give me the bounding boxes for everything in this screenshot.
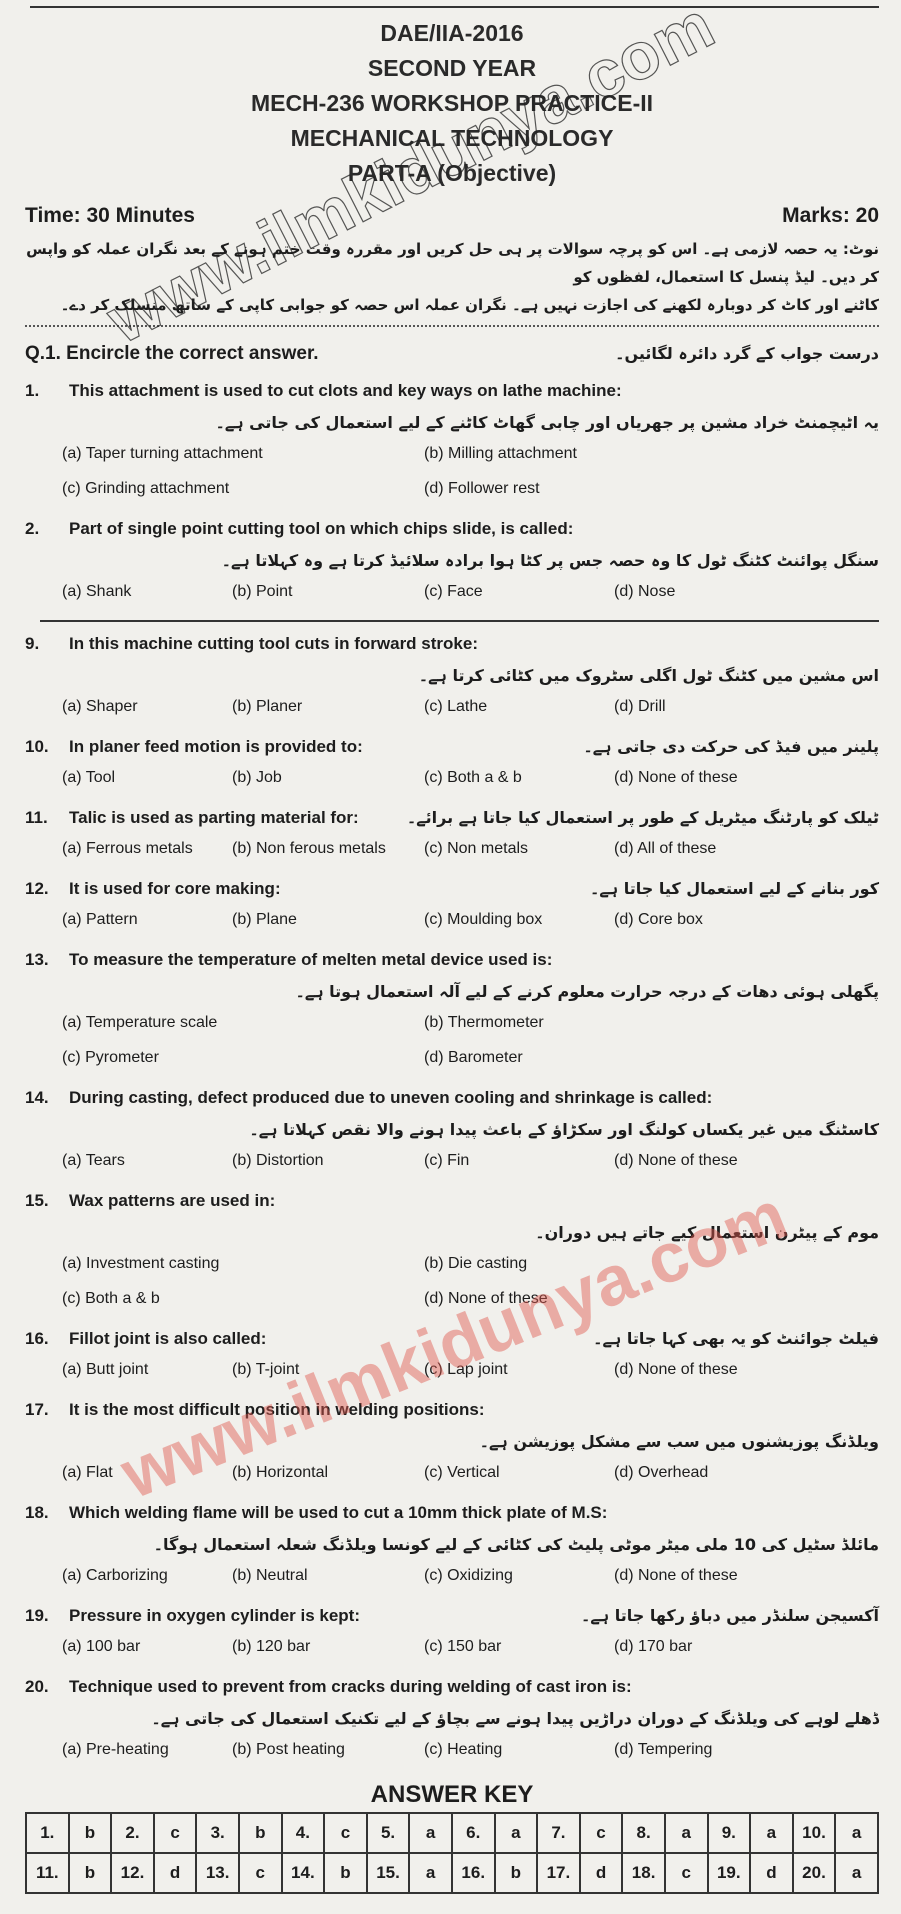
question-english	[25, 513, 573, 545]
question-header	[25, 1497, 879, 1529]
answer-key-number: 12.	[111, 1853, 154, 1893]
question-header	[25, 1185, 879, 1217]
note-line-2: کاٹنے اور کاٹ کر دوبارہ لکھنے کی اجازت نہیں ہے۔ نگران عملہ اس حصہ کو جوابی کاپی کے ساتھ منسلک کر دے۔	[60, 296, 879, 314]
question-text: To measure the temperature of melten metal device used is:	[69, 950, 553, 969]
question-urdu: سنگل پوائنٹ کٹنگ ٹول کا وہ حصہ جس پر کٹا ہوا برادہ سلائیڈ کرتا ہے وہ کہلاتا ہے۔	[221, 551, 879, 570]
option-a[interactable]: (a) Shaper	[62, 698, 138, 715]
answer-key-answer: d	[580, 1853, 623, 1893]
question-english	[25, 944, 552, 976]
option-b[interactable]: (b) Thermometer	[424, 1014, 544, 1031]
options-row	[25, 577, 879, 612]
question-text: Wax patterns are used in:	[69, 1191, 276, 1210]
option-c[interactable]: (c) Pyrometer	[62, 1049, 159, 1066]
answer-key-answer: a	[835, 1813, 878, 1853]
question-list	[25, 375, 879, 1770]
answer-key-answer: c	[324, 1813, 367, 1853]
section-divider	[40, 620, 879, 622]
answer-key-row	[26, 1813, 878, 1853]
answer-key-number: 8.	[622, 1813, 665, 1853]
answer-key-number: 5.	[367, 1813, 410, 1853]
course-title: MECH-236 WORKSHOP PRACTICE-II	[250, 90, 654, 116]
options-row	[25, 763, 879, 798]
instruction-en: Q.1. Encircle the correct answer.	[25, 343, 319, 364]
question-urdu: پلینر میں فیڈ کی حرکت دی جاتی ہے۔	[583, 737, 879, 756]
option-a[interactable]: (a) Pre-heating	[62, 1741, 169, 1758]
option-c[interactable]: (c) Fin	[424, 1152, 470, 1169]
question-english	[25, 731, 363, 763]
answer-key-answer: d	[154, 1853, 197, 1893]
question-text: Talic is used as parting material for:	[69, 808, 359, 827]
option-d[interactable]: (d) Follower rest	[424, 480, 540, 497]
option-c[interactable]: (c) 150 bar	[424, 1638, 502, 1655]
question-english	[25, 1323, 266, 1355]
question-text: This attachment is used to cut clots and key ways on lathe machine:	[69, 381, 622, 400]
question-header	[25, 1323, 879, 1355]
question-text: During casting, defect produced due to uneven cooling and shrinkage is called:	[69, 1088, 713, 1107]
option-d[interactable]: (d) Nose	[614, 583, 676, 600]
question-english	[25, 1082, 712, 1114]
dotted-divider	[25, 325, 879, 327]
question-number: 12.	[25, 879, 49, 898]
question-header	[25, 944, 879, 976]
answer-key-number: 6.	[452, 1813, 495, 1853]
question-header	[25, 731, 879, 763]
answer-key-answer: a	[665, 1813, 708, 1853]
answer-key-answer: c	[154, 1813, 197, 1853]
question-urdu: کاسٹنگ میں غیر یکساں کولنگ اور سکڑاؤ کے باعث پیدا ہونے والا نقص کہلاتا ہے۔	[249, 1120, 879, 1139]
answer-key-number: 16.	[452, 1853, 495, 1893]
question-text: It is the most difficult position in welding positions:	[69, 1400, 485, 1419]
question-number: 9.	[25, 634, 40, 653]
answer-key-number: 9.	[708, 1813, 751, 1853]
question-urdu: کور بنانے کے لیے استعمال کیا جاتا ہے۔	[590, 879, 879, 898]
question-urdu: پگھلی ہوئی دھات کے درجہ حرارت معلوم کرنے کے لیے آلہ استعمال ہوتا ہے۔	[295, 982, 879, 1001]
option-b[interactable]: (b) Planer	[232, 698, 303, 715]
answer-key-number: 2.	[111, 1813, 154, 1853]
question-number: 14.	[25, 1088, 49, 1107]
options-row	[25, 439, 879, 474]
option-c[interactable]: (c) Non metals	[424, 840, 529, 857]
option-a[interactable]: (a) Tool	[62, 769, 116, 786]
option-a[interactable]: (a) Flat	[62, 1464, 113, 1481]
option-a[interactable]: (a) Carborizing	[62, 1567, 168, 1584]
question-urdu: ویلڈنگ پوزیشنوں میں سب سے مشکل پوزیشن ہے۔	[479, 1432, 879, 1451]
instruction-row	[25, 337, 879, 371]
part-title: PART-A (Objective)	[347, 160, 557, 186]
question-15	[25, 1185, 879, 1319]
question-number: 20.	[25, 1677, 49, 1696]
answer-key-answer: b	[495, 1853, 538, 1893]
question-header	[25, 873, 879, 905]
question-text: It is used for core making:	[69, 879, 281, 898]
answer-key-answer: b	[69, 1853, 112, 1893]
option-a[interactable]: (a) Tears	[62, 1152, 125, 1169]
option-b[interactable]: (b) Die casting	[424, 1255, 528, 1272]
answer-key-answer: c	[665, 1853, 708, 1893]
option-a[interactable]: (a) Taper turning attachment	[62, 445, 263, 462]
options-row	[25, 474, 879, 509]
option-d[interactable]: (d) Overhead	[614, 1464, 709, 1481]
answer-key-answer: c	[239, 1853, 282, 1893]
option-d[interactable]: (d) All of these	[614, 840, 717, 857]
instruction-ur: درست جواب کے گرد دائرہ لگائیں۔	[615, 344, 879, 363]
answer-key-answer: a	[835, 1853, 878, 1893]
top-rule	[30, 6, 879, 8]
option-b[interactable]: (b) Job	[232, 769, 282, 786]
question-text: Fillot joint is also called:	[69, 1329, 267, 1348]
answer-key-answer: a	[750, 1813, 793, 1853]
options-row	[25, 1146, 879, 1181]
answer-key-number: 20.	[793, 1853, 836, 1893]
question-text: Pressure in oxygen cylinder is kept:	[69, 1606, 361, 1625]
option-a[interactable]: (a) Temperature scale	[62, 1014, 218, 1031]
answer-key-number: 3.	[196, 1813, 239, 1853]
options-row	[25, 834, 879, 869]
options-row	[25, 1008, 879, 1043]
answer-key-number: 11.	[26, 1853, 69, 1893]
question-17	[25, 1394, 879, 1493]
note-line-1: نوٹ: یہ حصہ لازمی ہے۔ اس کو پرچہ سوالات پر ہی حل کریں اور مقررہ وقت ختم ہونے کے بعد نگران عملہ کو واپس کر دیں۔ لیڈ پنسل کا استعمال، لفظوں کو	[26, 240, 879, 286]
answer-key-title: ANSWER KEY	[370, 1781, 534, 1808]
option-d[interactable]: (d) None of these	[614, 769, 738, 786]
answer-key-number: 15.	[367, 1853, 410, 1893]
option-a[interactable]: (a) Pattern	[62, 911, 138, 928]
answer-key-number: 7.	[537, 1813, 580, 1853]
question-text: In this machine cutting tool cuts in forward stroke:	[69, 634, 478, 653]
time-marks-row	[25, 201, 879, 231]
option-b[interactable]: (b) Plane	[232, 911, 297, 928]
option-d[interactable]: (d) None of these	[614, 1361, 738, 1378]
question-text: Part of single point cutting tool on which chips slide, is called:	[69, 519, 574, 538]
question-number: 15.	[25, 1191, 49, 1210]
question-16	[25, 1323, 879, 1390]
question-header	[25, 375, 879, 407]
option-b[interactable]: (b) Horizontal	[232, 1464, 329, 1481]
question-9	[25, 628, 879, 727]
option-c[interactable]: (c) Face	[424, 583, 483, 600]
question-number: 11.	[25, 808, 48, 827]
answer-key-number: 18.	[622, 1853, 665, 1893]
question-header	[25, 1671, 879, 1703]
answer-key-answer: a	[409, 1853, 452, 1893]
question-header	[25, 802, 879, 834]
option-c[interactable]: (c) Both a & b	[424, 769, 522, 786]
year-title: SECOND YEAR	[367, 55, 537, 81]
question-urdu: ڈھلے لوہے کی ویلڈنگ کے دوران دراڑیں پیدا ہونے سے بچاؤ کے لیے تکنیک استعمال کی جاتی ہے۔	[151, 1709, 879, 1728]
option-a[interactable]: (a) Ferrous metals	[62, 840, 193, 857]
answer-key-number: 14.	[282, 1853, 325, 1893]
question-2	[25, 513, 879, 612]
answer-key-answer: d	[750, 1853, 793, 1893]
answer-key-answer: b	[239, 1813, 282, 1853]
marks-label: Marks: 20	[782, 204, 879, 227]
options-row	[25, 692, 879, 727]
answer-key-number: 1.	[26, 1813, 69, 1853]
answer-key-number: 13.	[196, 1853, 239, 1893]
option-c[interactable]: (c) Grinding attachment	[62, 480, 230, 497]
option-b[interactable]: (b) Milling attachment	[424, 445, 577, 462]
question-number: 17.	[25, 1400, 49, 1419]
options-row	[25, 1249, 879, 1284]
question-english	[25, 1497, 607, 1529]
options-row	[25, 1561, 879, 1596]
question-number: 13.	[25, 950, 49, 969]
question-english	[25, 1185, 275, 1217]
answer-key-table	[25, 1812, 879, 1894]
question-18	[25, 1497, 879, 1596]
question-english	[25, 1394, 485, 1426]
question-19	[25, 1600, 879, 1667]
option-d[interactable]: (d) Core box	[614, 911, 703, 928]
options-row	[25, 1355, 879, 1390]
option-d[interactable]: (d) 170 bar	[614, 1638, 693, 1655]
question-header	[25, 1394, 879, 1458]
answer-key-number: 10.	[793, 1813, 836, 1853]
option-a[interactable]: (a) Butt joint	[62, 1361, 149, 1378]
options-row	[25, 905, 879, 940]
option-b[interactable]: (b) 120 bar	[232, 1638, 311, 1655]
option-c[interactable]: (c) Oxidizing	[424, 1567, 513, 1584]
options-row	[25, 1735, 879, 1770]
question-urdu: مائلڈ سٹیل کی 10 ملی میٹر موٹی پلیٹ کی کٹائی کے لیے کونسا ویلڈنگ شعلہ استعمال ہوگا۔	[153, 1535, 879, 1554]
question-header	[25, 1600, 879, 1632]
question-urdu: ٹیلک کو پارٹنگ میٹریل کے طور پر استعمال کیا جاتا ہے برائے۔	[406, 808, 879, 827]
answer-key-answer: b	[69, 1813, 112, 1853]
option-c[interactable]: (c) Heating	[424, 1741, 503, 1758]
option-b[interactable]: (b) Neutral	[232, 1567, 308, 1584]
option-c[interactable]: (c) Lathe	[424, 698, 488, 715]
option-b[interactable]: (b) Non ferous metals	[232, 840, 386, 857]
question-urdu: موم کے پیٹرن استعمال کیے جاتے ہیں دوران۔	[535, 1223, 879, 1242]
answer-key-number: 19.	[708, 1853, 751, 1893]
option-d[interactable]: (d) None of these	[614, 1567, 738, 1584]
question-13	[25, 944, 879, 1078]
answer-key-number: 4.	[282, 1813, 325, 1853]
question-english	[25, 1600, 360, 1632]
time-label: Time: 30 Minutes	[25, 204, 195, 227]
subject-title: MECHANICAL TECHNOLOGY	[290, 125, 614, 151]
option-b[interactable]: (b) T-joint	[232, 1361, 300, 1378]
options-row	[25, 1632, 879, 1667]
note	[25, 235, 879, 319]
question-12	[25, 873, 879, 940]
question-number: 2.	[25, 519, 40, 538]
question-english	[25, 1671, 632, 1703]
answer-key-answer: c	[580, 1813, 623, 1853]
options-row	[25, 1458, 879, 1493]
question-number: 18.	[25, 1503, 49, 1522]
option-d[interactable]: (d) None of these	[614, 1152, 738, 1169]
board-title: DAE/IIA-2016	[380, 20, 524, 46]
question-text: Which welding flame will be used to cut a 10mm thick plate of M.S:	[69, 1503, 608, 1522]
question-urdu: فیلٹ جوائنٹ کو یہ بھی کہا جاتا ہے۔	[593, 1329, 879, 1348]
option-b[interactable]: (b) Point	[232, 583, 293, 600]
question-urdu: اس مشین میں کٹنگ ٹول اگلی سٹروک میں کٹائی کرتا ہے۔	[418, 666, 879, 685]
option-b[interactable]: (b) Post heating	[232, 1741, 345, 1758]
options-row	[25, 1043, 879, 1078]
option-d[interactable]: (d) Drill	[614, 698, 666, 715]
question-number: 19.	[25, 1606, 49, 1625]
question-number: 10.	[25, 737, 49, 756]
question-english	[25, 802, 359, 834]
question-urdu: آکسیجن سلنڈر میں دباؤ رکھا جاتا ہے۔	[581, 1606, 879, 1625]
question-14	[25, 1082, 879, 1181]
option-c[interactable]: (c) Both a & b	[62, 1290, 160, 1307]
question-11	[25, 802, 879, 869]
option-c[interactable]: (c) Lap joint	[424, 1361, 508, 1378]
option-c[interactable]: (c) Vertical	[424, 1464, 500, 1481]
question-header	[25, 1082, 879, 1114]
question-20	[25, 1671, 879, 1770]
option-a[interactable]: (a) 100 bar	[62, 1638, 141, 1655]
option-d[interactable]: (d) None of these	[424, 1290, 548, 1307]
option-d[interactable]: (d) Tempering	[614, 1741, 713, 1758]
answer-key-row	[26, 1853, 878, 1893]
question-number: 16.	[25, 1329, 49, 1348]
question-1	[25, 375, 879, 509]
question-english	[25, 628, 478, 660]
question-urdu: یہ اٹیچمنٹ خراد مشین پر جھریاں اور چابی گھاٹ کاٹنے کے لیے استعمال کی جاتی ہے۔	[215, 413, 879, 432]
question-number: 1.	[25, 381, 40, 400]
question-10	[25, 731, 879, 798]
question-header	[25, 513, 879, 545]
question-header	[25, 628, 879, 692]
option-b[interactable]: (b) Distortion	[232, 1152, 324, 1169]
answer-key-answer: a	[409, 1813, 452, 1853]
question-text: In planer feed motion is provided to:	[69, 737, 363, 756]
answer-key-answer: a	[495, 1813, 538, 1853]
options-row	[25, 1284, 879, 1319]
question-english	[25, 375, 622, 407]
option-c[interactable]: (c) Moulding box	[424, 911, 543, 928]
option-d[interactable]: (d) Barometer	[424, 1049, 523, 1066]
question-english	[25, 873, 281, 905]
question-text: Technique used to prevent from cracks during welding of cast iron is:	[69, 1677, 632, 1696]
option-a[interactable]: (a) Shank	[62, 583, 132, 600]
option-a[interactable]: (a) Investment casting	[62, 1255, 220, 1272]
answer-key-answer: b	[324, 1853, 367, 1893]
answer-key-number: 17.	[537, 1853, 580, 1893]
